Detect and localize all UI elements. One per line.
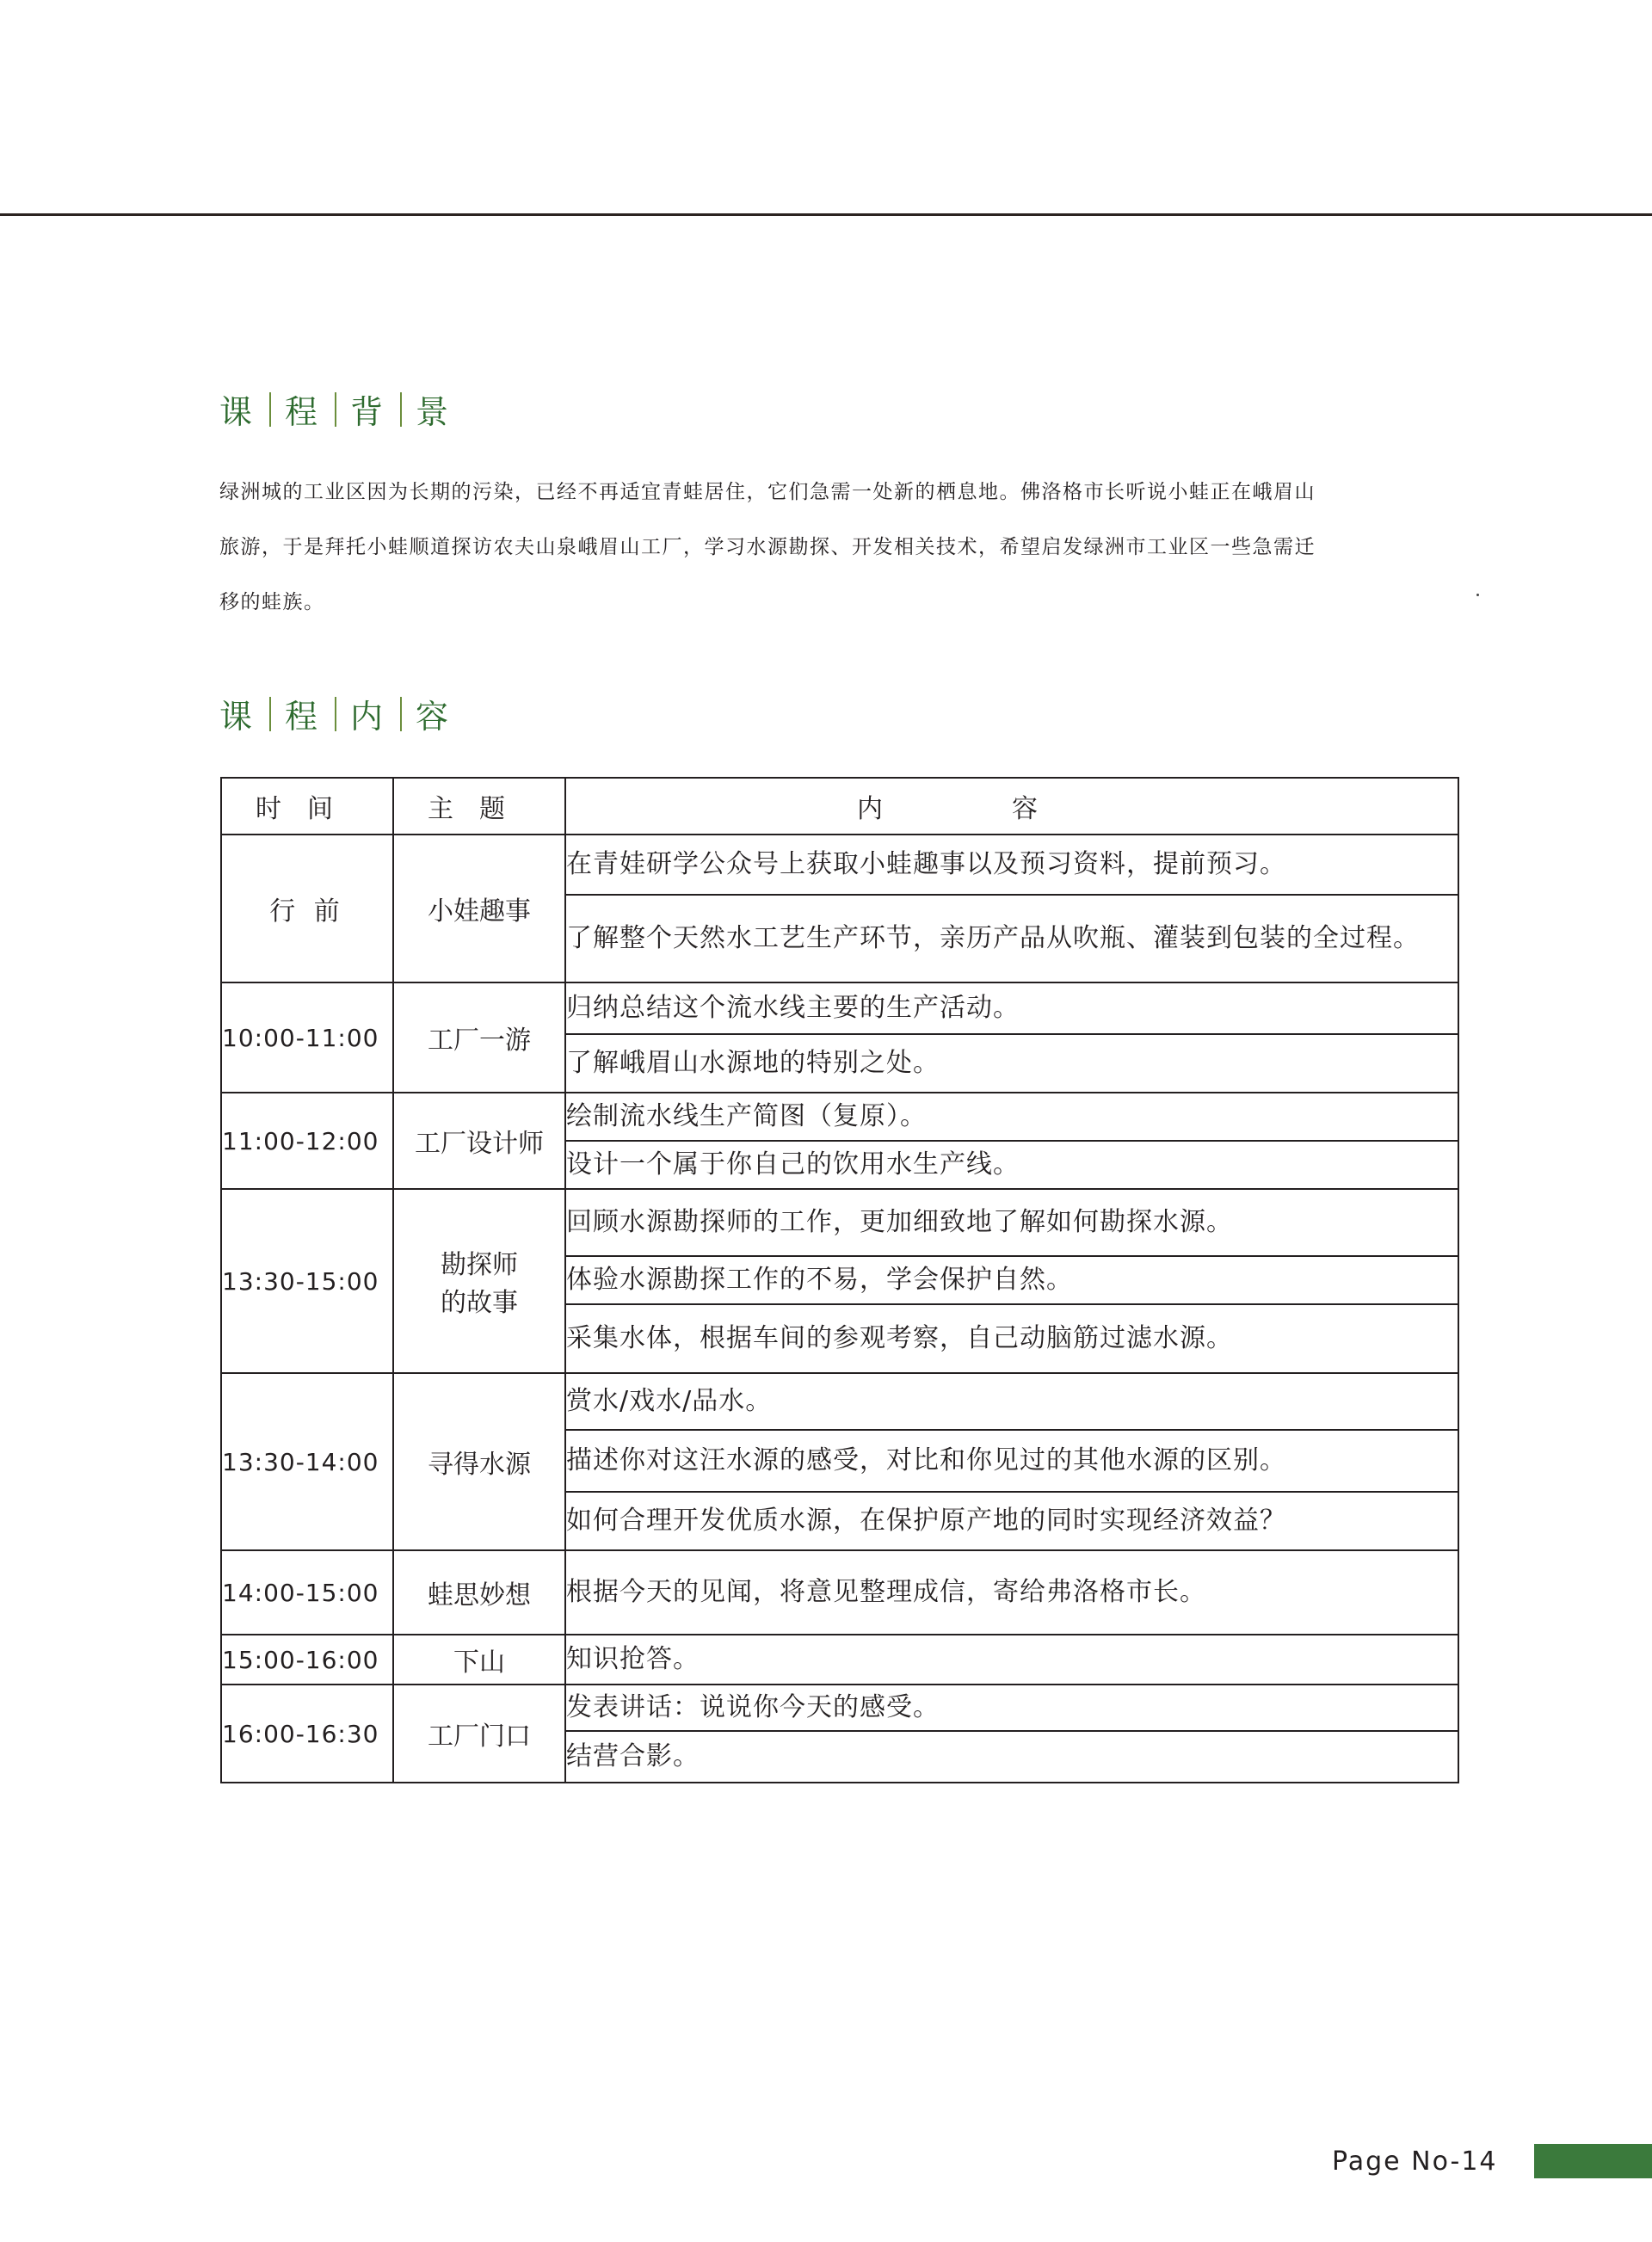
content-cell: 体验水源勘探工作的不易，学会保护自然。 bbox=[565, 1256, 1458, 1304]
header-time: 时间 bbox=[221, 778, 393, 835]
content-cell: 根据今天的见闻，将意见整理成信，寄给弗洛格市长。 bbox=[565, 1550, 1458, 1635]
title-divider bbox=[269, 392, 271, 427]
content-cell: 赏水/戏水/品水。 bbox=[565, 1373, 1458, 1430]
page-number: Page No-14 bbox=[1332, 2147, 1498, 2177]
section-title-content bbox=[219, 690, 450, 737]
time-cell: 15:00-16:00 bbox=[221, 1635, 393, 1685]
title-divider bbox=[400, 392, 402, 427]
topic-cell: 小娃趣事 bbox=[393, 835, 565, 982]
topic-cell: 工厂门口 bbox=[393, 1685, 565, 1783]
header-content: 内容 bbox=[565, 778, 1458, 835]
schedule-table bbox=[220, 777, 1459, 1783]
time-cell: 13:30-15:00 bbox=[221, 1189, 393, 1373]
table-row bbox=[221, 1550, 1458, 1635]
table-row bbox=[221, 1189, 1458, 1256]
time-cell: 14:00-15:00 bbox=[221, 1550, 393, 1635]
content-cell: 发表讲话：说说你今天的感受。 bbox=[565, 1685, 1458, 1731]
title-char: 程 bbox=[285, 393, 320, 431]
topic-cell: 下山 bbox=[393, 1635, 565, 1685]
section-title-background bbox=[219, 385, 450, 433]
paragraph-line: 移的蛙族。 bbox=[219, 591, 325, 613]
content-cell: 如何合理开发优质水源，在保护原产地的同时实现经济效益？ bbox=[565, 1492, 1458, 1550]
content-cell: 了解峨眉山水源地的特别之处。 bbox=[565, 1034, 1458, 1093]
content-cell: 知识抢答。 bbox=[565, 1635, 1458, 1685]
title-char: 课 bbox=[219, 698, 255, 736]
table-row bbox=[221, 1373, 1458, 1430]
content-cell: 设计一个属于你自己的饮用水生产线。 bbox=[565, 1141, 1458, 1189]
table-header-row bbox=[221, 778, 1458, 835]
content-cell: 采集水体，根据车间的参观考察，自己动脑筋过滤水源。 bbox=[565, 1304, 1458, 1373]
title-divider bbox=[400, 697, 402, 731]
time-cell: 10:00-11:00 bbox=[221, 982, 393, 1093]
time-cell: 13:30-14:00 bbox=[221, 1373, 393, 1550]
topic-cell: 工厂一游 bbox=[393, 982, 565, 1093]
title-char: 内 bbox=[350, 698, 385, 736]
title-char: 容 bbox=[416, 698, 451, 736]
content-cell: 回顾水源勘探师的工作，更加细致地了解如何勘探水源。 bbox=[565, 1189, 1458, 1256]
title-divider bbox=[269, 697, 271, 731]
table-row bbox=[221, 1635, 1458, 1685]
title-char: 课 bbox=[219, 393, 255, 431]
page-accent-bar bbox=[1534, 2144, 1652, 2178]
time-cell: 11:00-12:00 bbox=[221, 1093, 393, 1189]
content-cell: 了解整个天然水工艺生产环节，亲历产品从吹瓶、灌装到包装的全过程。 bbox=[565, 895, 1458, 982]
background-paragraph bbox=[219, 465, 1467, 630]
time-cell: 16:00-16:30 bbox=[221, 1685, 393, 1783]
content-cell: 描述你对这汪水源的感受，对比和你见过的其他水源的区别。 bbox=[565, 1430, 1458, 1492]
header-topic: 主题 bbox=[393, 778, 565, 835]
title-divider bbox=[335, 697, 336, 731]
title-divider bbox=[335, 392, 336, 427]
topic-cell: 蛙思妙想 bbox=[393, 1550, 565, 1635]
table-row bbox=[221, 1685, 1458, 1731]
time-cell: 行 前 bbox=[221, 835, 393, 982]
title-char: 景 bbox=[416, 393, 451, 431]
table-row bbox=[221, 835, 1458, 895]
top-rule bbox=[0, 213, 1652, 216]
paragraph-line: 绿洲城的工业区因为长期的污染，已经不再适宜青蛙居住，它们急需一处新的栖息地。佛洛格市长听说小蛙正在峨眉山 bbox=[219, 481, 1316, 503]
stray-dot bbox=[1476, 594, 1479, 596]
content-cell: 绘制流水线生产简图（复原）。 bbox=[565, 1093, 1458, 1141]
topic-cell: 勘探师的故事 bbox=[393, 1189, 565, 1373]
topic-cell: 工厂设计师 bbox=[393, 1093, 565, 1189]
title-char: 程 bbox=[285, 698, 320, 736]
table-row bbox=[221, 1093, 1458, 1141]
table-row bbox=[221, 982, 1458, 1034]
topic-cell: 寻得水源 bbox=[393, 1373, 565, 1550]
content-cell: 归纳总结这个流水线主要的生产活动。 bbox=[565, 982, 1458, 1034]
paragraph-line: 旅游，于是拜托小蛙顺道探访农夫山泉峨眉山工厂，学习水源勘探、开发相关技术，希望启发绿洲市工业区一些急需迁 bbox=[219, 536, 1316, 558]
content-cell: 结营合影。 bbox=[565, 1731, 1458, 1783]
title-char: 背 bbox=[350, 393, 385, 431]
content-cell: 在青娃研学公众号上获取小蛙趣事以及预习资料，提前预习。 bbox=[565, 835, 1458, 895]
